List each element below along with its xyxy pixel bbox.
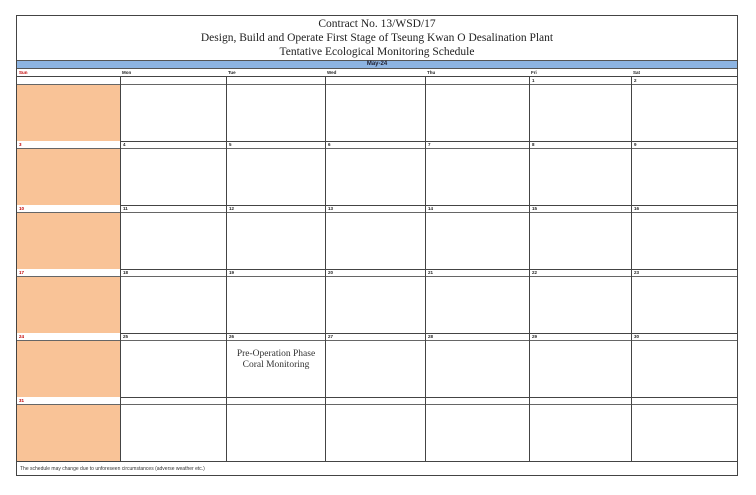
date-number: 28 (426, 333, 529, 341)
date-number (326, 77, 425, 85)
day-of-week-row (17, 69, 737, 77)
day-cell-tue (226, 333, 325, 397)
day-header-sun: Sun (19, 70, 28, 75)
day-cell-sat (631, 77, 737, 141)
day-cell-thu (425, 333, 529, 397)
date-number (426, 77, 529, 85)
day-cell-sun (17, 205, 120, 269)
day-cell-tue (226, 141, 325, 205)
day-header-fri: Fri (531, 70, 537, 75)
day-header-sat: Sat (633, 70, 641, 75)
day-cell-mon (120, 141, 226, 205)
day-cell-wed (325, 141, 425, 205)
contract-number: Contract No. 13/WSD/17 (318, 18, 436, 30)
date-number: 14 (426, 205, 529, 213)
day-cell-sun (17, 269, 120, 333)
date-number: 26 (227, 333, 325, 341)
date-number: 3 (17, 141, 120, 149)
day-cell-sun (17, 141, 120, 205)
date-number: 29 (530, 333, 631, 341)
day-cell-mon (120, 77, 226, 141)
date-number: 22 (530, 269, 631, 277)
date-number: 21 (426, 269, 529, 277)
day-header-mon: Mon (122, 70, 132, 75)
date-number (227, 397, 325, 405)
project-title: Design, Build and Operate First Stage of Tseung Kwan O Desalination Plant (200, 32, 554, 44)
date-number: 20 (326, 269, 425, 277)
day-cell-tue (226, 397, 325, 461)
date-number: 27 (326, 333, 425, 341)
date-number: 24 (17, 333, 120, 341)
day-header-thu: Thu (427, 70, 436, 75)
day-header-tue: Tue (228, 70, 236, 75)
day-cell-thu (425, 205, 529, 269)
date-number: 8 (530, 141, 631, 149)
title-block (17, 16, 737, 61)
day-cell-sat (631, 205, 737, 269)
month-bar: May-24 (17, 60, 737, 69)
date-number: 23 (632, 269, 737, 277)
day-cell-wed (325, 397, 425, 461)
day-cell-wed (325, 269, 425, 333)
calendar-sheet (16, 15, 738, 476)
week-row (17, 333, 737, 398)
date-number: 30 (632, 333, 737, 341)
date-number: 19 (227, 269, 325, 277)
event-line: Coral Monitoring (242, 360, 310, 370)
day-cell-thu (425, 141, 529, 205)
week-row (17, 77, 737, 142)
week-row (17, 397, 737, 462)
day-cell-tue (226, 269, 325, 333)
day-cell-fri (529, 333, 631, 397)
date-number (326, 397, 425, 405)
day-cell-fri (529, 205, 631, 269)
day-cell-sat (631, 141, 737, 205)
date-number: 16 (632, 205, 737, 213)
day-cell-fri (529, 141, 631, 205)
day-cell-tue (226, 205, 325, 269)
date-number: 1 (530, 77, 631, 85)
date-number: 12 (227, 205, 325, 213)
date-number: 11 (121, 205, 226, 213)
date-number (17, 77, 120, 85)
day-header-wed: Wed (327, 70, 337, 75)
date-number: 13 (326, 205, 425, 213)
date-number (632, 397, 737, 405)
date-number: 10 (17, 205, 120, 213)
day-cell-fri (529, 397, 631, 461)
monitoring-event (227, 349, 325, 371)
day-cell-sat (631, 269, 737, 333)
date-number: 2 (632, 77, 737, 85)
date-number: 17 (17, 269, 120, 277)
date-number (121, 77, 226, 85)
day-cell-wed (325, 77, 425, 141)
event-line: Pre-Operation Phase (236, 349, 316, 359)
day-cell-wed (325, 205, 425, 269)
calendar-grid (17, 77, 737, 462)
day-cell-mon (120, 205, 226, 269)
day-cell-thu (425, 269, 529, 333)
date-number: 5 (227, 141, 325, 149)
date-number (121, 397, 226, 405)
day-cell-thu (425, 397, 529, 461)
day-cell-mon (120, 397, 226, 461)
day-cell-sun (17, 397, 120, 461)
day-cell-fri (529, 77, 631, 141)
day-cell-sat (631, 397, 737, 461)
date-number: 6 (326, 141, 425, 149)
date-number (426, 397, 529, 405)
date-number: 18 (121, 269, 226, 277)
date-number: 4 (121, 141, 226, 149)
date-number: 31 (17, 397, 120, 405)
day-cell-sun (17, 333, 120, 397)
schedule-title: Tentative Ecological Monitoring Schedule (279, 46, 475, 58)
day-cell-wed (325, 333, 425, 397)
week-row (17, 205, 737, 270)
date-number: 9 (632, 141, 737, 149)
date-number (530, 397, 631, 405)
date-number: 15 (530, 205, 631, 213)
day-cell-mon (120, 333, 226, 397)
day-cell-mon (120, 269, 226, 333)
week-row (17, 269, 737, 334)
date-number: 7 (426, 141, 529, 149)
week-row (17, 141, 737, 206)
date-number (227, 77, 325, 85)
day-cell-sun (17, 77, 120, 141)
day-cell-sat (631, 333, 737, 397)
day-cell-tue (226, 77, 325, 141)
date-number: 25 (121, 333, 226, 341)
day-cell-fri (529, 269, 631, 333)
footnote: The schedule may change due to unforeseen circumstances (adverse weather etc.) (20, 466, 205, 472)
day-cell-thu (425, 77, 529, 141)
